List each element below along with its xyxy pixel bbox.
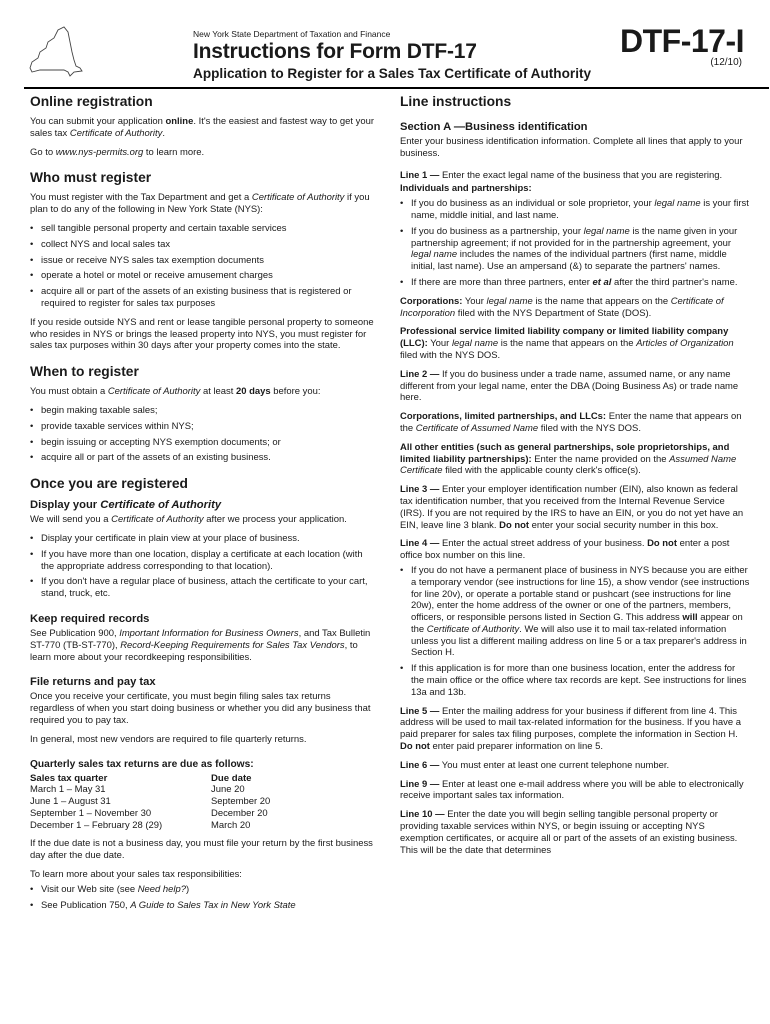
line-1-instruction: Line 1 — Enter the exact legal name of the business that you are registering.: [400, 169, 723, 181]
out-of-state-note: If you reside outside NYS and rent or lease tangible personal property to someone who resides in NYS or brings the leased property into NYS, you must register for sales tax purposes within 30 days after your property comes into the state.: [30, 316, 374, 352]
line-3-instruction: Line 3 — Enter your employer identification number (EIN), also known as federal tax identification number, that you received from the Internal Revenue Service (IRS). If you are not required by the IRS to have an EIN, or you do not yet have an EIN, leave line 3 blank. Do not enter your social security number in this box.: [400, 484, 744, 531]
list-item: • collect NYS and local sales tax: [30, 239, 376, 251]
when-to-register-heading: When to register: [30, 364, 139, 380]
table-cell: September 20: [211, 796, 271, 808]
table-cell: June 20: [211, 784, 245, 796]
table-row: [30, 820, 270, 832]
table-cell: December 20: [211, 807, 268, 819]
list-item: • operate a hotel or motel or receive amusement charges: [30, 270, 376, 282]
right-column: [400, 94, 750, 863]
table-row: [30, 784, 270, 796]
line-2-instruction: Line 2 — If you do business under a trade name, assumed name, or any name different from your legal name, enter the DBA (Doing Business As) or trade name here.: [400, 368, 739, 404]
list-item: • provide taxable services within NYS;: [30, 421, 376, 433]
file-returns-heading: File returns and pay tax: [30, 676, 156, 689]
list-item: • If there are more than three partners, enter et al after the third partner's name.: [400, 277, 750, 289]
line-instructions-heading: Line instructions: [400, 94, 512, 109]
who-must-register-heading: Who must register: [30, 170, 152, 186]
list-item: • sell tangible personal property and certain taxable services: [30, 223, 376, 235]
table-header: Due date: [211, 772, 252, 784]
list-item: • If you do not have a permanent place of business in NYS because you are either a temporary vendor (see instructions for line 15), a show vendor (see instructions for line 20v), or operate a portable stand or pushcart (see instructions for line 20w), enter the home address of the owner or one of the partners, members, officers, or responsible persons listed in Section G. This address will appear on the Certificate of Authority. We will also use it to mail tax-related information unless you list a different mailing address on line 5 or a tax preparer's address in Section H.: [400, 565, 750, 659]
list-item: • begin making taxable sales;: [30, 405, 376, 417]
list-item: • If this application is for more than one business location, enter the address for the main office or the office where tax records are kept. See instructions for lines 13a and 13b.: [400, 663, 750, 698]
other-entities-note: All other entities (such as general partnerships, sole proprietorships, and limited liability partnerships): Enter the name provided on the Assumed Name Certificate filed with the applicable county clerk's office(s).: [400, 441, 737, 477]
line-5-instruction: Line 5 — Enter the mailing address for your business if different from line 4. This address will be used to mail tax-related information for the business. If you have a paid preparer for sales tax filing purposes, complete the information in Section H. Do not enter paid preparer information on line 5.: [400, 705, 741, 753]
list-item: • Visit our Web site (see Need help?): [30, 884, 376, 896]
quarterly-due-heading: Quarterly sales tax returns are due as follows:: [30, 758, 254, 770]
table-cell: September 1 – November 30: [30, 807, 152, 819]
list-item: • If you don't have a regular place of business, attach the certificate to your cart, stand, truck, etc.: [30, 576, 376, 600]
individuals-partnerships-list: [400, 198, 750, 289]
list-item: • If you do business as a partnership, your legal name is the name given in your partnership agreement; if not provided for in the partnership agreement, your legal name includes the names of the individual partners (first name, middle initial, last name). Use an ampersand (&) to separate the partners' names.: [400, 226, 750, 273]
who-must-register-intro: You must register with the Tax Department and get a Certificate of Authority if you plan to do any of the following in New York State (NYS):: [30, 192, 370, 216]
list-item: • If you do business as an individual or sole proprietor, your legal name is your first name, middle initial, and last name.: [400, 198, 750, 222]
nys-permits-link[interactable]: www.nys-permits.org: [55, 146, 144, 158]
table-cell: March 20: [211, 819, 251, 831]
display-certificate-heading: Display your Certificate of Authority: [30, 499, 222, 512]
when-to-register-list: [30, 405, 376, 464]
document-subtitle: Application to Register for a Sales Tax Certificate of Authority: [193, 66, 592, 81]
once-registered-heading: Once you are registered: [30, 476, 188, 492]
line-10-instruction: Line 10 — Enter the date you will begin selling tangible personal property or providing taxable services within NYS, or begin issuing or accepting NYS exemption certificates, or acquire all or part of the assets of an existing business. This will be the date that determines: [400, 809, 738, 856]
list-item: • If you have more than one location, display a certificate at each location (with the appropriate address corresponding to that location).: [30, 549, 376, 573]
online-registration-link-text: Go to www.nys-permits.org to learn more.: [30, 146, 205, 158]
llc-note: Professional service limited liability company or limited liability company (LLC): Your legal name is the name that appears on the Articles of Organization filed with the NYS DOS.: [400, 326, 734, 361]
corp-lp-llc-note: Corporations, limited partnerships, and LLCs: Enter the name that appears on the Certificate of Assumed Name filed with the NYS DOS.: [400, 411, 742, 434]
online-registration-heading: Online registration: [30, 94, 153, 109]
display-certificate-intro: We will send you a Certificate of Authority after we process your application.: [30, 514, 347, 526]
line-4-instruction: Line 4 — Enter the actual street address of your business. Do not enter a post office box number on this line.: [400, 538, 730, 562]
quarterly-due-table: [30, 773, 270, 832]
section-a-heading: Section A —Business identification: [400, 121, 588, 133]
list-item: • issue or receive NYS sales tax exemption documents: [30, 255, 376, 267]
section-a-intro: Enter your business identification information. Complete all lines that apply to your business.: [400, 136, 743, 159]
corporations-note: Corporations: Your legal name is the name that appears on the Certificate of Incorporation filed with the NYS Department of State (DOS).: [400, 295, 724, 319]
header-divider: [24, 87, 769, 89]
left-column: [30, 94, 376, 918]
keep-records-text: See Publication 900, Important Information for Business Owners, and Tax Bulletin ST-770 (TB-ST-770), Record-Keeping Requirements for Sales Tax Vendors, to learn more about your recordkeeping responsibilities.: [30, 627, 371, 663]
table-header: Sales tax quarter: [30, 772, 108, 784]
table-cell: June 1 – August 31: [30, 796, 111, 808]
need-help-link[interactable]: Need help?: [137, 883, 186, 895]
list-item: • Display your certificate in plain view at your place of business.: [30, 533, 376, 545]
file-returns-text: Once you receive your certificate, you must begin filing sales tax returns regardless of when you start doing business or whether you did any business that required you to pay tax.: [30, 691, 371, 726]
list-item: • See Publication 750, A Guide to Sales Tax in New York State: [30, 900, 376, 912]
when-to-register-intro: You must obtain a Certificate of Authority at least 20 days before you:: [30, 386, 321, 398]
learn-more-list: [30, 884, 376, 912]
line-6-instruction: Line 6 — You must enter at least one current telephone number.: [400, 759, 670, 771]
document-title: Instructions for Form DTF-17: [193, 40, 477, 63]
table-row: [30, 796, 270, 808]
list-item: • begin issuing or accepting NYS exemption documents; or: [30, 437, 376, 449]
revision-date: (12/10): [710, 57, 742, 68]
table-header-row: [30, 773, 270, 785]
who-must-register-list: [30, 223, 376, 310]
form-number: DTF-17-I: [620, 23, 744, 59]
table-cell: December 1 – February 28 (29): [30, 819, 163, 831]
line-9-instruction: Line 9 — Enter at least one e-mail address where you will be able to electronically receive important sales tax information.: [400, 778, 744, 802]
agency-name: New York State Department of Taxation and Finance: [193, 29, 391, 39]
line-4-list: [400, 565, 750, 699]
display-certificate-list: [30, 533, 376, 600]
individuals-partnerships-heading: Individuals and partnerships:: [400, 183, 532, 195]
due-date-note: If the due date is not a business day, you must file your return by the first business day after the due date.: [30, 838, 373, 862]
quarterly-returns-note: In general, most new vendors are required to file quarterly returns.: [30, 733, 307, 745]
learn-more-text: To learn more about your sales tax responsibilities:: [30, 869, 242, 881]
new-york-state-outline-icon: [24, 24, 84, 80]
keep-records-heading: Keep required records: [30, 612, 150, 625]
list-item: • acquire all or part of the assets of an existing business.: [30, 452, 376, 464]
list-item: • acquire all or part of the assets of an existing business that is registered or required to register for sales tax purposes: [30, 286, 376, 310]
online-registration-text: You can submit your application online. It's the easiest and fastest way to get your sales tax Certificate of Authority.: [30, 116, 375, 139]
table-row: [30, 808, 270, 820]
table-cell: March 1 – May 31: [30, 784, 106, 796]
